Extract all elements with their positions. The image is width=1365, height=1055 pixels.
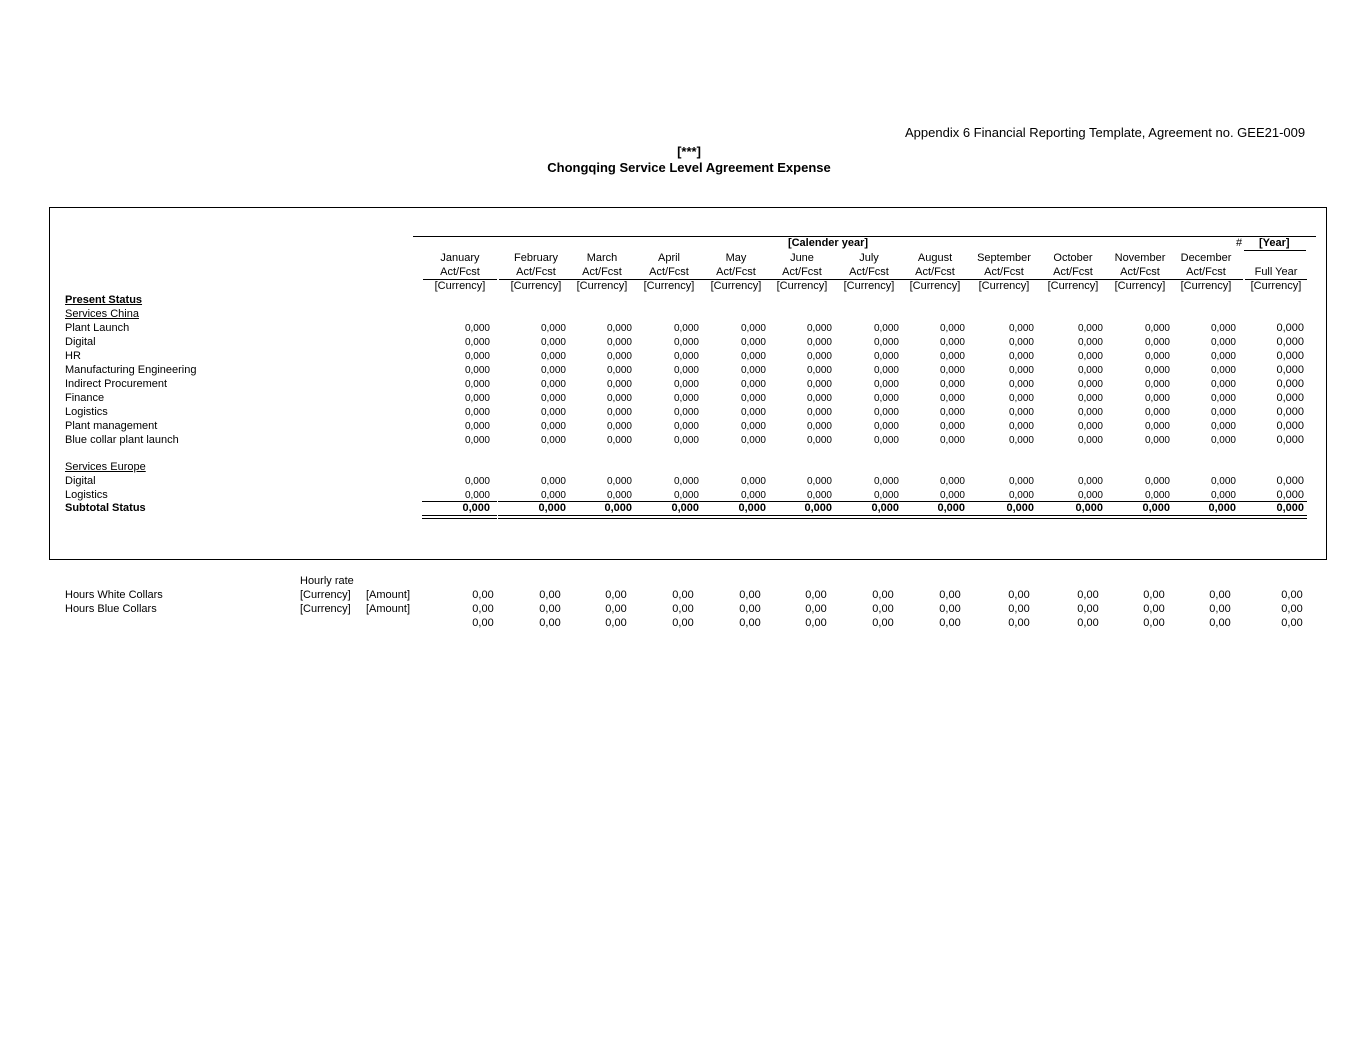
act-fcst-header: Act/Fcst	[1120, 266, 1160, 278]
hours-value: 0,00	[1281, 603, 1303, 615]
act-fcst-header: Act/Fcst	[849, 266, 889, 278]
subtotal-double-rule	[1035, 515, 1110, 519]
row-value: 0,000	[540, 365, 566, 376]
currency-header: [Currency]	[643, 280, 695, 292]
hours-value: 0,00	[1143, 617, 1165, 629]
hours-value: 0,00	[1008, 603, 1030, 615]
row-value: 0,000	[1144, 393, 1170, 404]
hours-value: 0,00	[805, 603, 827, 615]
row-label: Digital	[65, 336, 96, 348]
row-value: 0,000	[673, 476, 699, 487]
row-value: 0,000	[673, 490, 699, 501]
subtotal-double-rule	[498, 515, 573, 519]
month-header: November	[1114, 252, 1166, 264]
row-value: 0,000	[606, 323, 632, 334]
redaction-placeholder: [***]	[677, 144, 701, 159]
row-value: 0,000	[1144, 407, 1170, 418]
row-value: 0,000	[1008, 393, 1034, 404]
currency-header: [Currency]	[434, 280, 486, 292]
row-value: 0,000	[1144, 365, 1170, 376]
currency-header: [Currency]	[510, 280, 562, 292]
row-value: 0,000	[806, 490, 832, 501]
row-value: 0,000	[1008, 407, 1034, 418]
hours-currency: [Currency]	[300, 589, 351, 601]
row-value: 0,000	[606, 337, 632, 348]
row-value: 0,000	[939, 351, 965, 362]
row-value: 0,000	[939, 337, 965, 348]
row-value: 0,000	[740, 407, 766, 418]
subtotal-value: 0,000	[538, 502, 566, 514]
subtotal-full-year-value: 0,000	[1276, 502, 1304, 514]
row-label: Digital	[65, 475, 96, 487]
hours-value: 0,00	[1209, 617, 1231, 629]
row-label: Logistics	[65, 489, 108, 501]
full-year-currency-header: [Currency]	[1250, 280, 1302, 292]
row-value: 0,000	[606, 393, 632, 404]
hours-value: 0,00	[1209, 603, 1231, 615]
hours-value: 0,00	[605, 603, 627, 615]
subtotal-double-rule	[966, 515, 1041, 519]
row-value: 0,000	[806, 351, 832, 362]
row-value: 0,000	[1144, 379, 1170, 390]
row-value: 0,000	[740, 476, 766, 487]
row-value: 0,000	[673, 365, 699, 376]
hours-value: 0,00	[472, 617, 494, 629]
row-value: 0,000	[540, 421, 566, 432]
hours-value: 0,00	[1281, 589, 1303, 601]
act-fcst-header: Act/Fcst	[915, 266, 955, 278]
row-value: 0,000	[1210, 490, 1236, 501]
row-value: 0,000	[1008, 379, 1034, 390]
subtotal-value: 0,000	[937, 502, 965, 514]
row-value: 0,000	[873, 351, 899, 362]
subtotal-double-rule	[897, 515, 972, 519]
row-full-year-value: 0,000	[1276, 392, 1304, 404]
row-value: 0,000	[673, 337, 699, 348]
row-value: 0,000	[1077, 421, 1103, 432]
row-value: 0,000	[540, 379, 566, 390]
row-value: 0,000	[939, 393, 965, 404]
act-fcst-header: Act/Fcst	[782, 266, 822, 278]
row-value: 0,000	[740, 490, 766, 501]
row-value: 0,000	[540, 490, 566, 501]
row-value: 0,000	[806, 379, 832, 390]
act-fcst-header: Act/Fcst	[1186, 266, 1226, 278]
row-value: 0,000	[606, 351, 632, 362]
row-value: 0,000	[464, 476, 490, 487]
subtotal-value: 0,000	[462, 502, 490, 514]
hours-value: 0,00	[472, 603, 494, 615]
row-value: 0,000	[939, 365, 965, 376]
row-value: 0,000	[464, 323, 490, 334]
currency-header: [Currency]	[909, 280, 961, 292]
subtotal-value: 0,000	[1075, 502, 1103, 514]
hours-value: 0,00	[605, 617, 627, 629]
hourly-rate-label: Hourly rate	[300, 575, 354, 587]
subtotal-value: 0,000	[671, 502, 699, 514]
row-label: Blue collar plant launch	[65, 434, 179, 446]
act-fcst-header: Act/Fcst	[582, 266, 622, 278]
hours-value: 0,00	[939, 603, 961, 615]
hash-label: #	[1236, 237, 1243, 249]
row-value: 0,000	[1210, 407, 1236, 418]
row-full-year-value: 0,000	[1276, 336, 1304, 348]
row-value: 0,000	[873, 379, 899, 390]
hours-value: 0,00	[739, 617, 761, 629]
currency-header: [Currency]	[1047, 280, 1099, 292]
hours-value: 0,00	[672, 617, 694, 629]
row-value: 0,000	[939, 323, 965, 334]
hours-value: 0,00	[805, 589, 827, 601]
row-value: 0,000	[673, 393, 699, 404]
hours-row-label: Hours Blue Collars	[65, 603, 157, 615]
row-label: Manufacturing Engineering	[65, 364, 197, 376]
row-value: 0,000	[540, 435, 566, 446]
hours-amount: [Amount]	[366, 603, 411, 615]
row-full-year-value: 0,000	[1276, 406, 1304, 418]
hours-value: 0,00	[539, 617, 561, 629]
row-value: 0,000	[806, 476, 832, 487]
subtotal-double-rule	[1168, 515, 1243, 519]
subtotal-value: 0,000	[871, 502, 899, 514]
subtotal-value: 0,000	[1006, 502, 1034, 514]
row-label: Plant Launch	[65, 322, 130, 334]
month-header: September	[977, 252, 1031, 264]
hours-row-label: Hours White Collars	[65, 589, 163, 601]
row-value: 0,000	[873, 323, 899, 334]
row-value: 0,000	[1077, 379, 1103, 390]
row-value: 0,000	[464, 393, 490, 404]
row-value: 0,000	[1144, 490, 1170, 501]
row-value: 0,000	[873, 421, 899, 432]
hours-value: 0,00	[539, 603, 561, 615]
subtotal-value: 0,000	[738, 502, 766, 514]
month-header: April	[657, 252, 680, 264]
row-value: 0,000	[740, 421, 766, 432]
row-value: 0,000	[1077, 407, 1103, 418]
currency-header: [Currency]	[710, 280, 762, 292]
document-title: Chongqing Service Level Agreement Expense	[547, 160, 831, 175]
hours-value: 0,00	[539, 589, 561, 601]
currency-header: [Currency]	[978, 280, 1030, 292]
act-fcst-header: Act/Fcst	[984, 266, 1024, 278]
act-fcst-header: Act/Fcst	[516, 266, 556, 278]
hours-value: 0,00	[1008, 617, 1030, 629]
row-value: 0,000	[740, 337, 766, 348]
subtotal-double-rule	[698, 515, 773, 519]
month-header: December	[1180, 252, 1232, 264]
row-value: 0,000	[673, 435, 699, 446]
subtotal-double-rule	[764, 515, 839, 519]
hours-value: 0,00	[1008, 589, 1030, 601]
row-value: 0,000	[1210, 421, 1236, 432]
month-header: March	[586, 252, 618, 264]
row-value: 0,000	[540, 323, 566, 334]
act-fcst-header: Act/Fcst	[1053, 266, 1093, 278]
year-rule	[1244, 250, 1306, 251]
row-value: 0,000	[540, 476, 566, 487]
subtotal-value: 0,000	[1208, 502, 1236, 514]
row-value: 0,000	[806, 365, 832, 376]
hours-value: 0,00	[1143, 589, 1165, 601]
month-header: July	[859, 252, 879, 264]
calendar-year-label: [Calender year]	[787, 237, 869, 249]
row-value: 0,000	[464, 490, 490, 501]
hours-value: 0,00	[872, 589, 894, 601]
row-value: 0,000	[1144, 323, 1170, 334]
full-year-header: Full Year	[1254, 266, 1298, 278]
row-value: 0,000	[740, 323, 766, 334]
hours-value: 0,00	[872, 603, 894, 615]
row-value: 0,000	[464, 435, 490, 446]
row-value: 0,000	[1077, 323, 1103, 334]
row-value: 0,000	[740, 393, 766, 404]
subtotal-double-rule	[831, 515, 906, 519]
year-label: [Year]	[1259, 237, 1290, 249]
row-value: 0,000	[1210, 365, 1236, 376]
act-fcst-header: Act/Fcst	[716, 266, 756, 278]
row-value: 0,000	[464, 365, 490, 376]
row-value: 0,000	[1077, 365, 1103, 376]
appendix-reference: Appendix 6 Financial Reporting Template, Agreement no. GEE21-009	[905, 125, 1306, 140]
row-label: Indirect Procurement	[65, 378, 168, 390]
row-value: 0,000	[1008, 337, 1034, 348]
act-fcst-header: Act/Fcst	[440, 266, 480, 278]
row-value: 0,000	[464, 351, 490, 362]
row-value: 0,000	[806, 407, 832, 418]
row-value: 0,000	[1008, 490, 1034, 501]
row-full-year-value: 0,000	[1276, 322, 1304, 334]
row-value: 0,000	[939, 490, 965, 501]
row-value: 0,000	[806, 393, 832, 404]
row-value: 0,000	[873, 476, 899, 487]
row-value: 0,000	[606, 379, 632, 390]
row-value: 0,000	[673, 379, 699, 390]
row-value: 0,000	[1210, 323, 1236, 334]
row-value: 0,000	[606, 365, 632, 376]
row-value: 0,000	[1008, 476, 1034, 487]
hours-value: 0,00	[672, 603, 694, 615]
subtotal-double-rule	[1102, 515, 1177, 519]
hours-value: 0,00	[1077, 589, 1099, 601]
hours-value: 0,00	[939, 617, 961, 629]
hours-currency: [Currency]	[300, 603, 351, 615]
hours-amount: [Amount]	[366, 589, 411, 601]
row-value: 0,000	[1144, 421, 1170, 432]
row-value: 0,000	[873, 393, 899, 404]
row-value: 0,000	[740, 365, 766, 376]
row-value: 0,000	[1077, 490, 1103, 501]
row-full-year-value: 0,000	[1276, 350, 1304, 362]
row-value: 0,000	[873, 490, 899, 501]
currency-header: [Currency]	[843, 280, 895, 292]
section-title: Services China	[65, 308, 139, 320]
row-value: 0,000	[606, 407, 632, 418]
row-full-year-value: 0,000	[1276, 475, 1304, 487]
hours-value: 0,00	[872, 617, 894, 629]
hours-value: 0,00	[1077, 617, 1099, 629]
currency-header: [Currency]	[1114, 280, 1166, 292]
row-value: 0,000	[873, 337, 899, 348]
hours-value: 0,00	[1281, 617, 1303, 629]
row-label: Logistics	[65, 406, 108, 418]
row-value: 0,000	[1008, 435, 1034, 446]
row-value: 0,000	[806, 323, 832, 334]
row-full-year-value: 0,000	[1276, 420, 1304, 432]
hours-value: 0,00	[805, 617, 827, 629]
row-value: 0,000	[1077, 351, 1103, 362]
row-value: 0,000	[464, 421, 490, 432]
row-value: 0,000	[606, 421, 632, 432]
row-value: 0,000	[464, 337, 490, 348]
row-label: Plant management	[65, 420, 158, 432]
row-value: 0,000	[1210, 393, 1236, 404]
row-value: 0,000	[1210, 379, 1236, 390]
row-value: 0,000	[673, 407, 699, 418]
month-header: February	[513, 252, 559, 264]
row-value: 0,000	[806, 435, 832, 446]
row-value: 0,000	[606, 490, 632, 501]
row-value: 0,000	[1077, 337, 1103, 348]
row-value: 0,000	[806, 421, 832, 432]
row-value: 0,000	[939, 476, 965, 487]
currency-header: [Currency]	[776, 280, 828, 292]
row-value: 0,000	[540, 337, 566, 348]
row-value: 0,000	[540, 351, 566, 362]
row-value: 0,000	[673, 421, 699, 432]
row-value: 0,000	[806, 337, 832, 348]
subtotal-double-rule	[422, 515, 497, 519]
month-header: June	[790, 252, 814, 264]
row-full-year-value: 0,000	[1276, 489, 1304, 501]
subtotal-label: Subtotal Status	[65, 502, 146, 514]
row-value: 0,000	[1210, 476, 1236, 487]
hours-value: 0,00	[739, 603, 761, 615]
month-header: August	[917, 252, 953, 264]
row-value: 0,000	[606, 435, 632, 446]
row-value: 0,000	[873, 407, 899, 418]
subtotal-full-year-double-rule	[1243, 515, 1307, 519]
present-status-label: Present Status	[65, 294, 143, 306]
row-value: 0,000	[464, 407, 490, 418]
hours-value: 0,00	[1077, 603, 1099, 615]
row-value: 0,000	[606, 476, 632, 487]
row-value: 0,000	[1008, 365, 1034, 376]
row-value: 0,000	[1144, 435, 1170, 446]
row-value: 0,000	[873, 435, 899, 446]
row-value: 0,000	[1144, 476, 1170, 487]
hours-value: 0,00	[605, 589, 627, 601]
row-value: 0,000	[673, 323, 699, 334]
hours-value: 0,00	[1143, 603, 1165, 615]
row-value: 0,000	[740, 351, 766, 362]
hours-value: 0,00	[739, 589, 761, 601]
row-value: 0,000	[939, 379, 965, 390]
month-header: January	[440, 252, 480, 264]
row-value: 0,000	[740, 435, 766, 446]
row-value: 0,000	[873, 365, 899, 376]
section-title: Services Europe	[65, 461, 146, 473]
row-value: 0,000	[1008, 351, 1034, 362]
row-value: 0,000	[1008, 421, 1034, 432]
hours-value: 0,00	[1209, 589, 1231, 601]
subtotal-double-rule	[564, 515, 639, 519]
currency-header: [Currency]	[576, 280, 628, 292]
subtotal-double-rule	[631, 515, 706, 519]
row-value: 0,000	[1077, 435, 1103, 446]
subtotal-value: 0,000	[1142, 502, 1170, 514]
row-value: 0,000	[464, 379, 490, 390]
row-value: 0,000	[1210, 351, 1236, 362]
row-full-year-value: 0,000	[1276, 378, 1304, 390]
month-header: May	[725, 252, 747, 264]
row-full-year-value: 0,000	[1276, 364, 1304, 376]
row-value: 0,000	[1210, 337, 1236, 348]
row-value: 0,000	[1008, 323, 1034, 334]
row-value: 0,000	[939, 421, 965, 432]
hours-value: 0,00	[939, 589, 961, 601]
row-value: 0,000	[939, 435, 965, 446]
row-value: 0,000	[1210, 435, 1236, 446]
row-value: 0,000	[939, 407, 965, 418]
row-label: HR	[65, 350, 81, 362]
subtotal-value: 0,000	[804, 502, 832, 514]
hours-value: 0,00	[472, 589, 494, 601]
row-label: Finance	[65, 392, 105, 404]
row-value: 0,000	[540, 393, 566, 404]
row-value: 0,000	[1077, 476, 1103, 487]
currency-header: [Currency]	[1180, 280, 1232, 292]
hours-value: 0,00	[672, 589, 694, 601]
row-full-year-value: 0,000	[1276, 434, 1304, 446]
row-value: 0,000	[540, 407, 566, 418]
month-header: October	[1053, 252, 1093, 264]
subtotal-value: 0,000	[604, 502, 632, 514]
row-value: 0,000	[1144, 351, 1170, 362]
row-value: 0,000	[1144, 337, 1170, 348]
act-fcst-header: Act/Fcst	[649, 266, 689, 278]
row-value: 0,000	[740, 379, 766, 390]
row-value: 0,000	[1077, 393, 1103, 404]
row-value: 0,000	[673, 351, 699, 362]
